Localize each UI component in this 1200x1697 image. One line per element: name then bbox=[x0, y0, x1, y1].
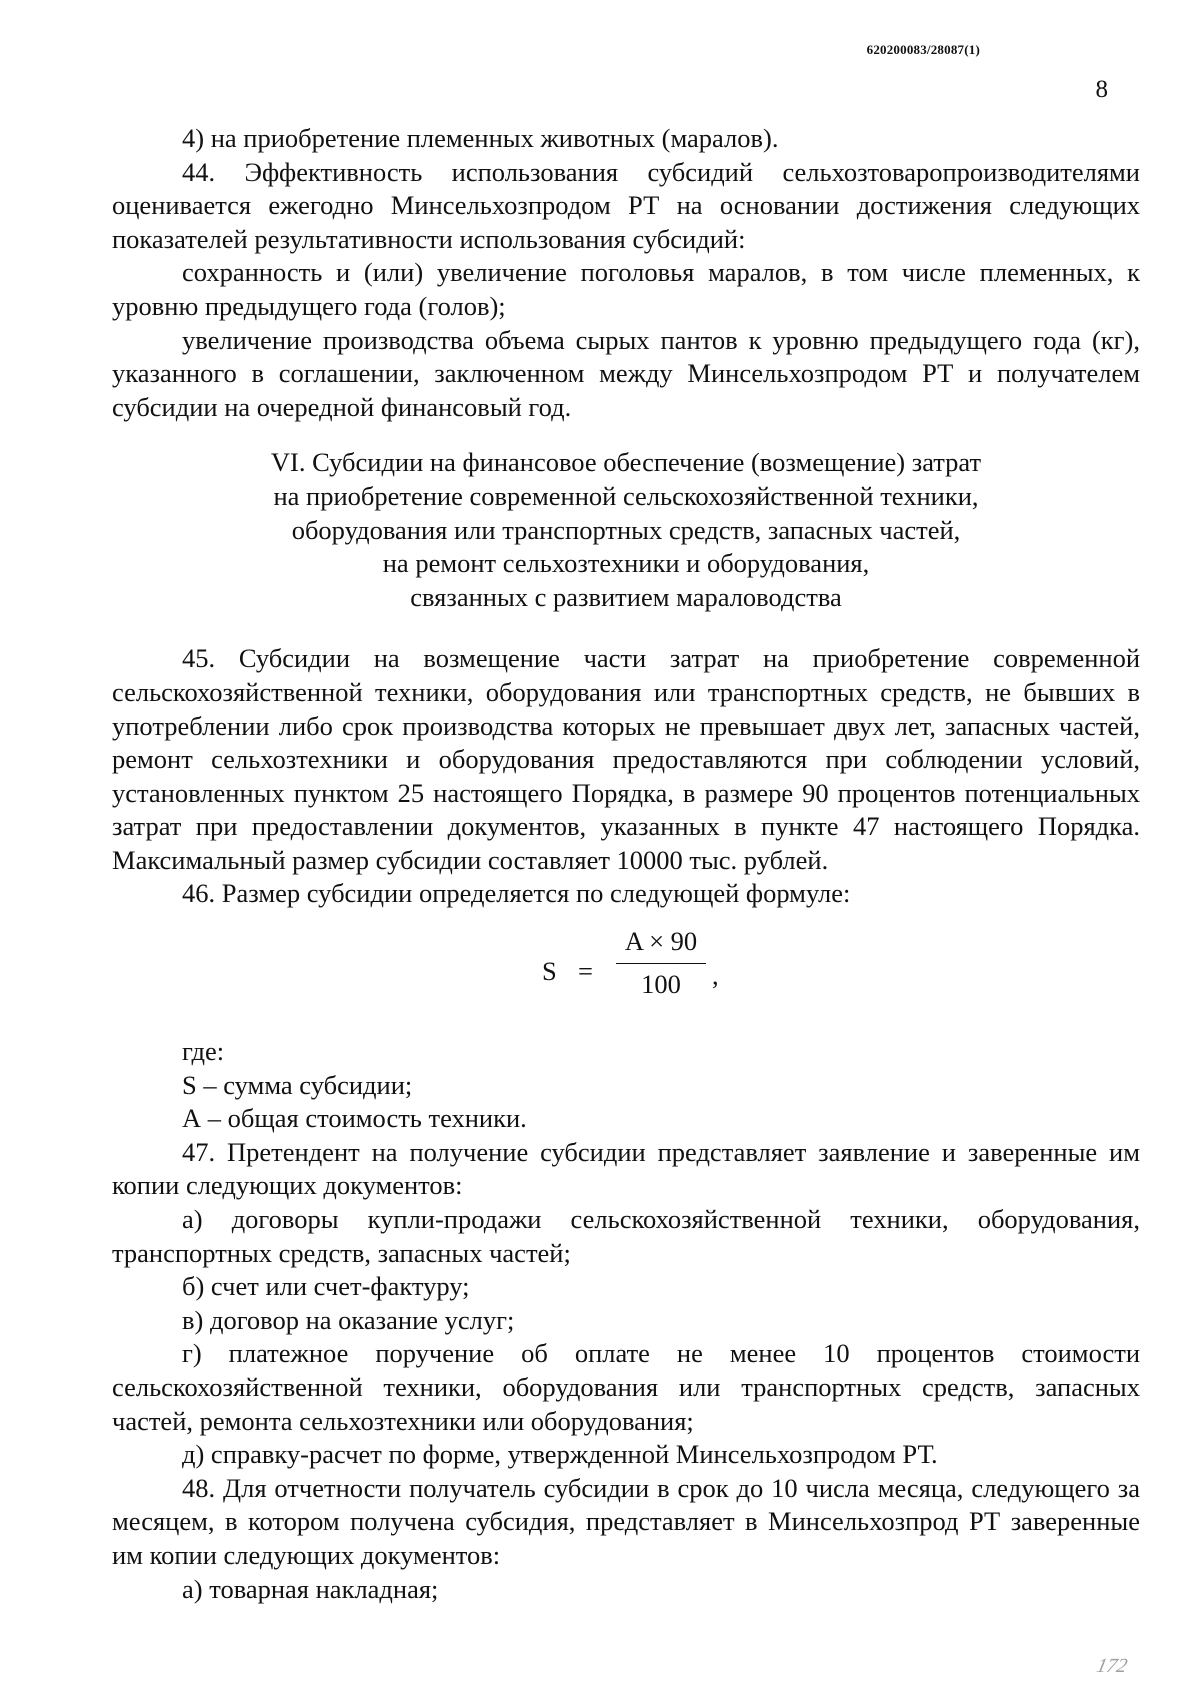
section-heading-line: на ремонт сельхозтехники и оборудования, bbox=[382, 548, 870, 579]
list-item-a-48: а) товарная накладная; bbox=[182, 1573, 439, 1604]
paragraph-44: 44. Эффективность использования субсидий сельхозтоваропроизводителями оценивается ежегодно Минсельхозпродом РТ на основании достижения следующих показателей результативности использования субсидий: bbox=[112, 156, 1140, 254]
paragraph-where: где: bbox=[182, 1036, 225, 1067]
paragraph-45: 45. Субсидии на возмещение части затрат на приобретение современной сельскохозяйственной техники, оборудования или транспортных средств, не бывших в употреблении либо срок производства которых не превышает двух лет, запасных частей, ремонт сельхозтехники и оборудования предоставляются при соблюдении условий, установленных пунктом 25 настоящего Порядка, в размере 90 процентов потенциальных затрат при предоставлении документов, указанных в пункте 47 настоящего Порядка. Максимальный размер субсидии составляет 10000 тыс. рублей. bbox=[112, 643, 1140, 875]
section-heading-line: оборудования или транспортных средств, запасных частей, bbox=[291, 514, 961, 545]
list-item-g: г) платежное поручение об оплате не менее 10 процентов стоимости сельскохозяйственной техники, оборудования или транспортных средств, запасных частей, ремонта сельхозтехники или оборудования; bbox=[112, 1338, 1140, 1436]
section-heading-line: VI. Субсидии на финансовое обеспечение (возмещение) затрат bbox=[270, 447, 982, 478]
paragraph-48: 48. Для отчетности получатель субсидии в срок до 10 числа месяца, следующего за месяцем, в котором получена субсидия, представляет в Минсельхозпрод РТ заверенные им копии следующих документов: bbox=[112, 1472, 1140, 1570]
formula-fraction bbox=[616, 925, 706, 1001]
section-heading-line: связанных с развитием мараловодства bbox=[410, 581, 842, 612]
paragraph-item-4: 4) на приобретение племенных животных (маралов). bbox=[182, 123, 779, 153]
page-number: 8 bbox=[1095, 76, 1108, 103]
paragraph-47: 47. Претендент на получение субсидии представляет заявление и заверенные им копии следующих документов: bbox=[112, 1136, 1140, 1201]
formula-numerator: A × 90 bbox=[624, 926, 698, 957]
document-body bbox=[112, 122, 1140, 1606]
paragraph-indicator-production: увеличение производства объема сырых пантов к уровню предыдущего года (кг), указанного в соглашении, заключенном между Минсельхозпродом РТ и получателем субсидии на очередной финансовый год. bbox=[112, 324, 1140, 422]
formula-equals: = bbox=[578, 956, 593, 987]
paragraph-indicator-livestock: сохранность и (или) увеличение поголовья маралов, в том числе племенных, к уровню предыдущего года (голов); bbox=[112, 257, 1140, 321]
section-heading-line: на приобретение современной сельскохозяйственной техники, bbox=[273, 480, 979, 511]
list-item-a: а) договоры купли-продажи сельскохозяйственной техники, оборудования, транспортных средств, запасных частей; bbox=[112, 1204, 1140, 1268]
list-item-b: б) счет или счет-фактуру; bbox=[182, 1271, 470, 1302]
handwritten-page-mark: 172 bbox=[1094, 1655, 1130, 1677]
section-heading bbox=[112, 446, 1140, 614]
list-item-v: в) договор на оказание услуг; bbox=[182, 1304, 515, 1335]
formula-comma: , bbox=[712, 960, 719, 991]
subsidy-formula bbox=[112, 925, 1140, 1021]
formula-lhs: S bbox=[542, 956, 557, 987]
paragraph-46: 46. Размер субсидии определяется по следующей формуле: bbox=[182, 878, 851, 909]
definition-a: А – общая стоимость техники. bbox=[182, 1103, 527, 1134]
formula-denominator: 100 bbox=[641, 968, 681, 999]
document-id: 620200083/28087(1) bbox=[866, 42, 980, 57]
fraction-bar bbox=[616, 963, 706, 964]
definition-s: S – сумма субсидии; bbox=[182, 1069, 413, 1100]
list-item-d: д) справку-расчет по форме, утвержденной Минсельхозпродом РТ. bbox=[182, 1439, 938, 1470]
